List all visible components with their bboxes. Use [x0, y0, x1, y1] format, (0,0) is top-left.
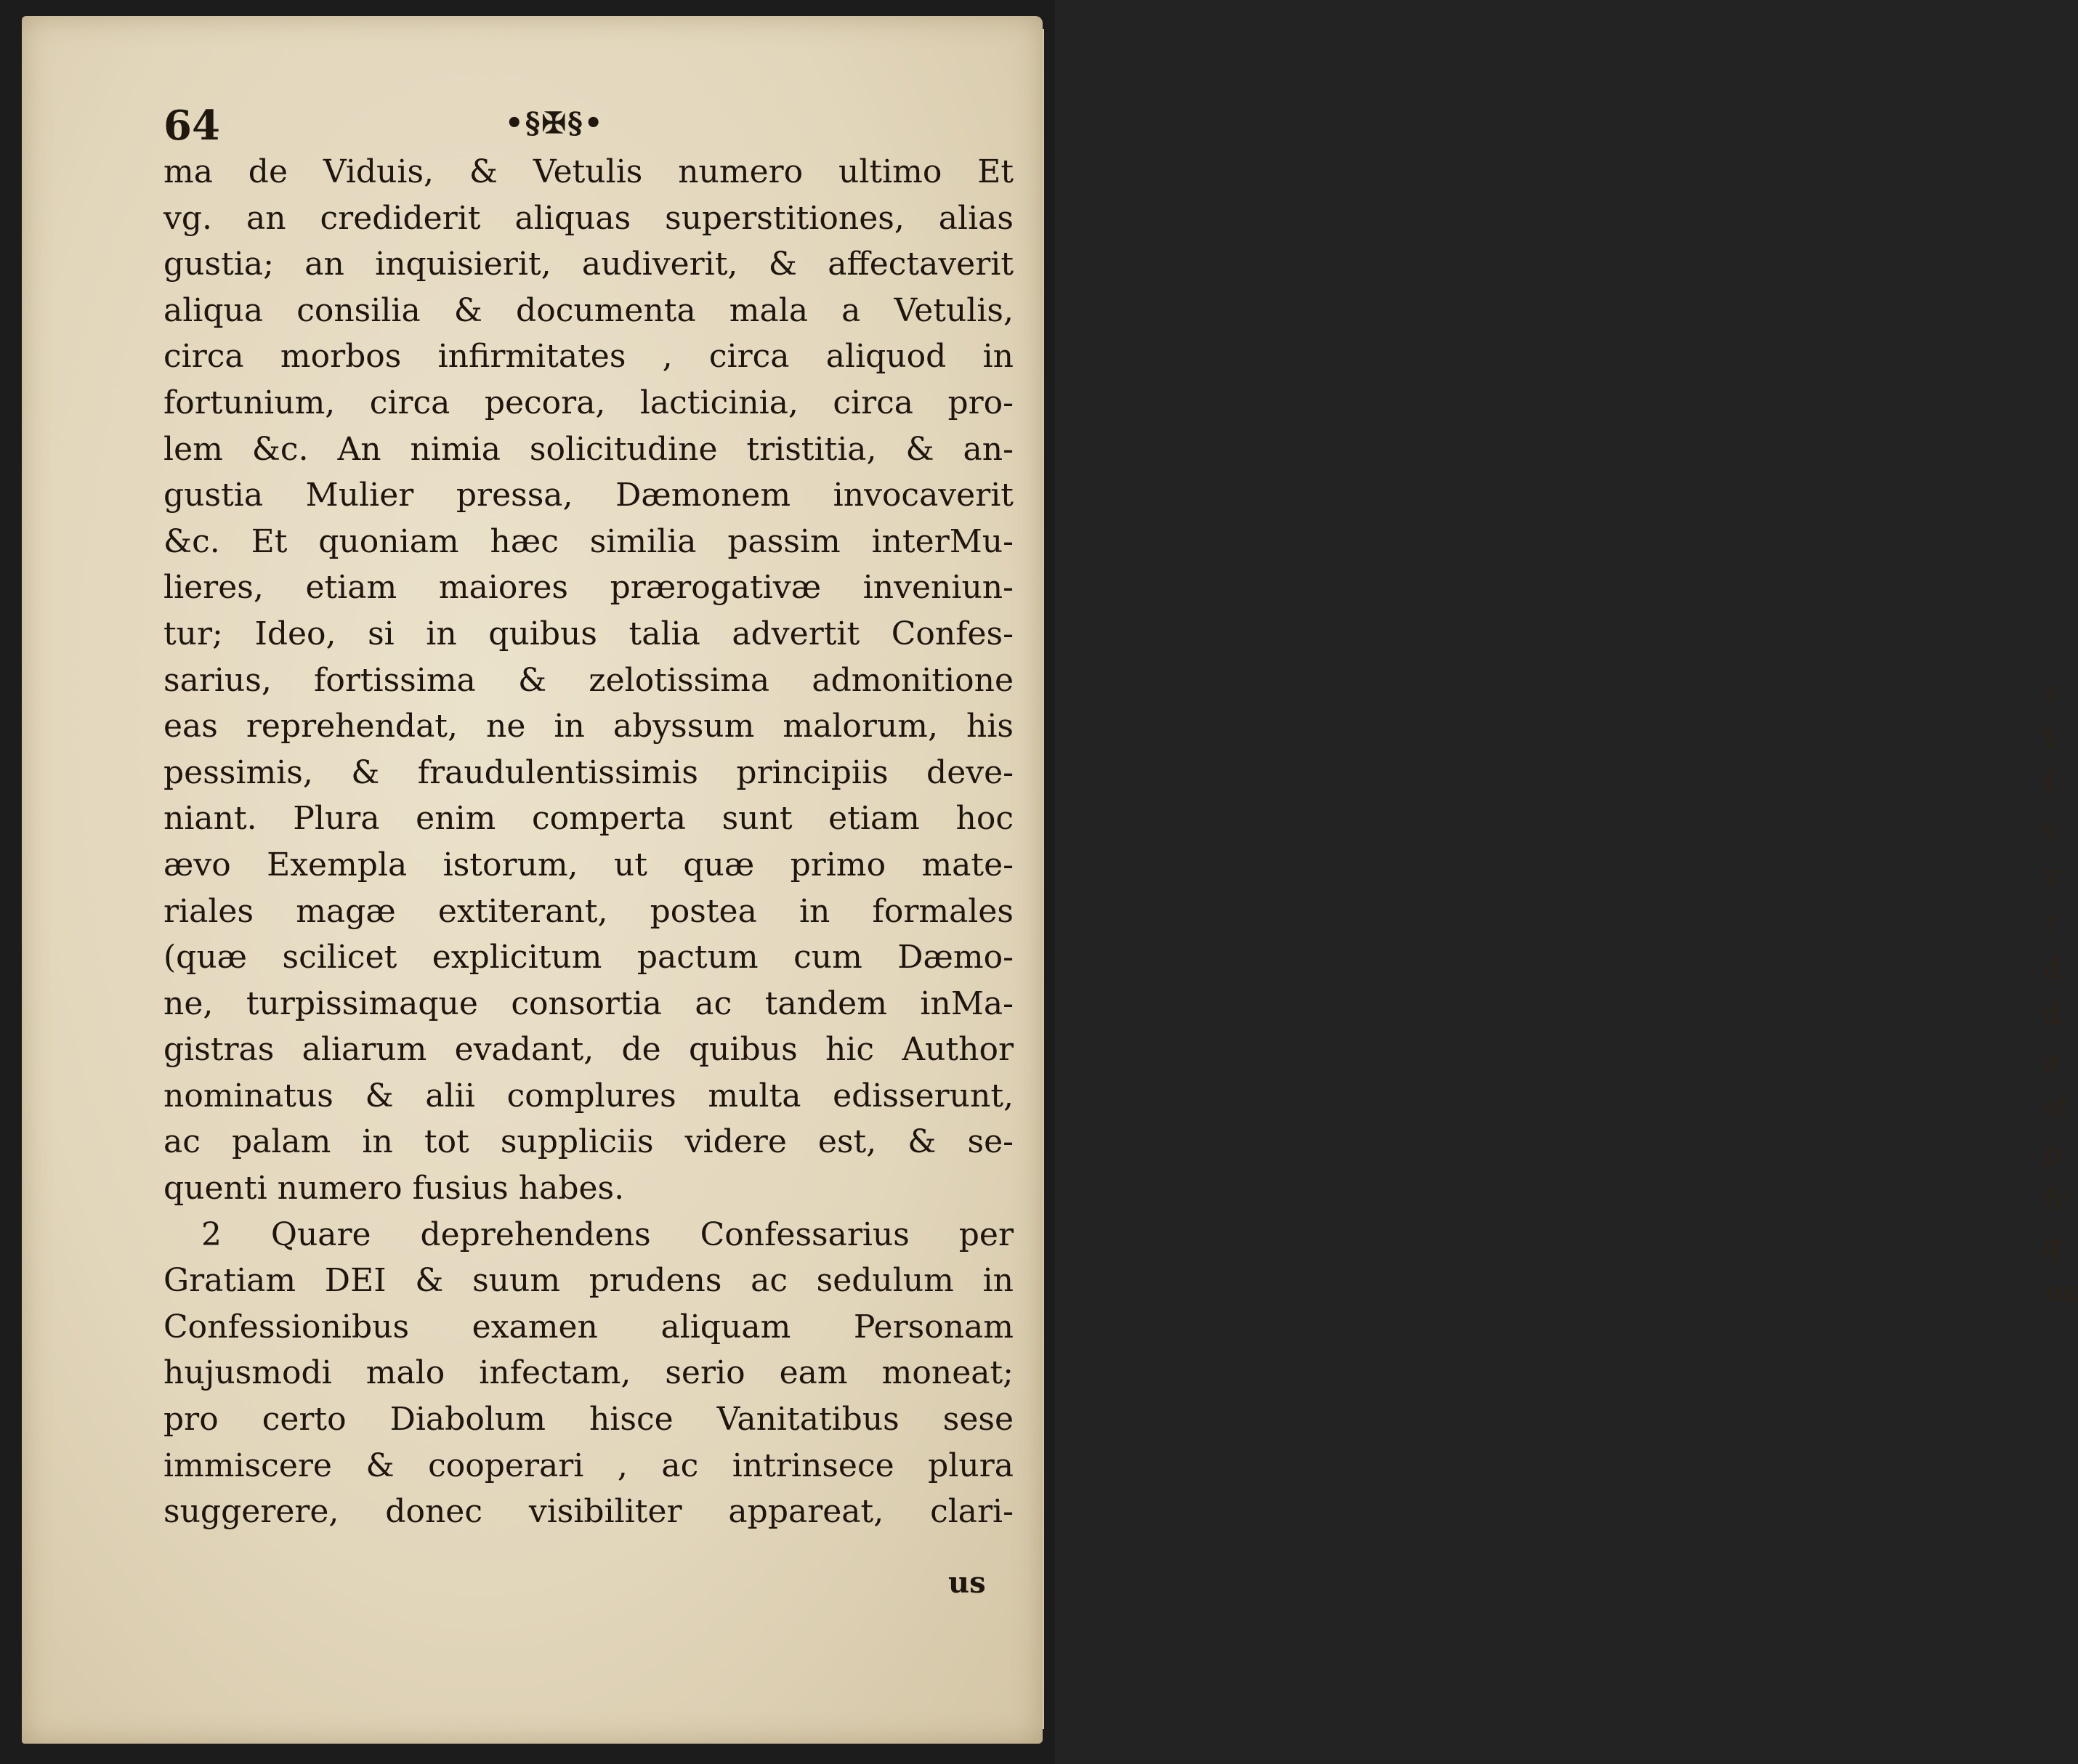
facing-page-letter: q — [2044, 1229, 2062, 1262]
page-header — [163, 102, 1014, 150]
text-line: hujusmodi malo infectam, serio eam moneat; — [163, 1354, 1014, 1392]
page-body-text — [163, 149, 1014, 1535]
text-line: niant. Plura enim comperta sunt etiam hoc — [163, 800, 1014, 838]
text-line: suggerere, donec visibiliter appareat, clari- — [163, 1493, 1014, 1531]
facing-page-letters — [2044, 668, 2078, 1315]
text-line: aliqua consilia & documenta mala a Vetulis, — [163, 291, 1014, 329]
facing-page-letter: r — [2044, 905, 2058, 938]
text-line: sarius, fortissima & zelotissima admonitione — [163, 661, 1014, 699]
text-line: gustia Mulier pressa, Dæmonem invocaverit — [163, 477, 1014, 514]
facing-page-letter: t — [2044, 721, 2055, 753]
text-line: riales magæ extiterant, postea in formales — [163, 892, 1014, 930]
facing-page-letter: fc — [2044, 1183, 2070, 1215]
text-line: 2 Quare deprehendens Confessarius per — [201, 1215, 1014, 1253]
text-line: ne, turpissimaque consortia ac tandem inMa- — [163, 984, 1014, 1022]
catchword: us — [948, 1566, 986, 1600]
text-line: pro certo Diabolum hisce Vanitatibus sese — [163, 1401, 1014, 1439]
facing-page-letter: d — [2044, 998, 2062, 1031]
facing-page-letter: v — [2044, 859, 2060, 892]
text-line: ma de Viduis, & Vetulis numero ultimo Et — [163, 153, 1014, 190]
text-line: quenti numero fusius habes. — [163, 1170, 625, 1207]
facing-page-letter: v — [2044, 675, 2060, 707]
page-number: 64 — [163, 102, 220, 150]
text-line: circa morbos infirmitates , circa aliquod in — [163, 338, 1014, 376]
text-line: fortunium, circa pecora, lacticinia, circa pro- — [163, 384, 1014, 421]
facing-page-letter: d — [2044, 952, 2062, 984]
facing-page-letter: st — [2044, 1091, 2069, 1123]
text-line: Gratiam DEI & suum prudens ac sedulum in — [163, 1262, 1014, 1300]
facing-page-letter: p — [2044, 1136, 2062, 1169]
text-line: lieres, etiam maiores prærogativæ inveniun- — [163, 569, 1014, 607]
facing-page-letter: na — [2044, 1275, 2078, 1308]
text-line: immiscere & cooperari , ac intrinsece plura — [163, 1447, 1014, 1484]
text-line: ævo Exempla istorum, ut quæ primo mate- — [163, 846, 1014, 883]
text-line: eas reprehendat, ne in abyssum malorum, his — [163, 708, 1014, 745]
text-line: pessimis, & fraudulentissimis principiis deve- — [163, 753, 1014, 791]
text-line: vg. an crediderit aliquas superstitiones, alias — [163, 199, 1014, 237]
text-line: Confessionibus examen aliquam Personam — [163, 1308, 1014, 1346]
text-line: &c. Et quoniam hæc similia passim interMu- — [163, 522, 1014, 560]
text-line: nominatus & alii complures multa edisserunt, — [163, 1077, 1014, 1114]
text-line: ac palam in tot suppliciis videre est, & se- — [163, 1123, 1014, 1161]
facing-page-letter: a — [2044, 1044, 2061, 1077]
facing-page-letter: v — [2044, 813, 2060, 846]
text-line: (quæ scilicet explicitum pactum cum Dæmo- — [163, 939, 1014, 976]
text-line: gistras aliarum evadant, de quibus hic Author — [163, 1031, 1014, 1069]
header-ornament: •§✠§• — [505, 106, 605, 140]
text-line: gustia; an inquisierit, audiverit, & affectaverit — [163, 246, 1014, 283]
text-line: tur; Ideo, si in quibus talia advertit Confes- — [163, 615, 1014, 652]
facing-page-letter: f — [2044, 767, 2055, 800]
text-line: lem &c. An nimia solicitudine tristitia, & an- — [163, 430, 1014, 468]
